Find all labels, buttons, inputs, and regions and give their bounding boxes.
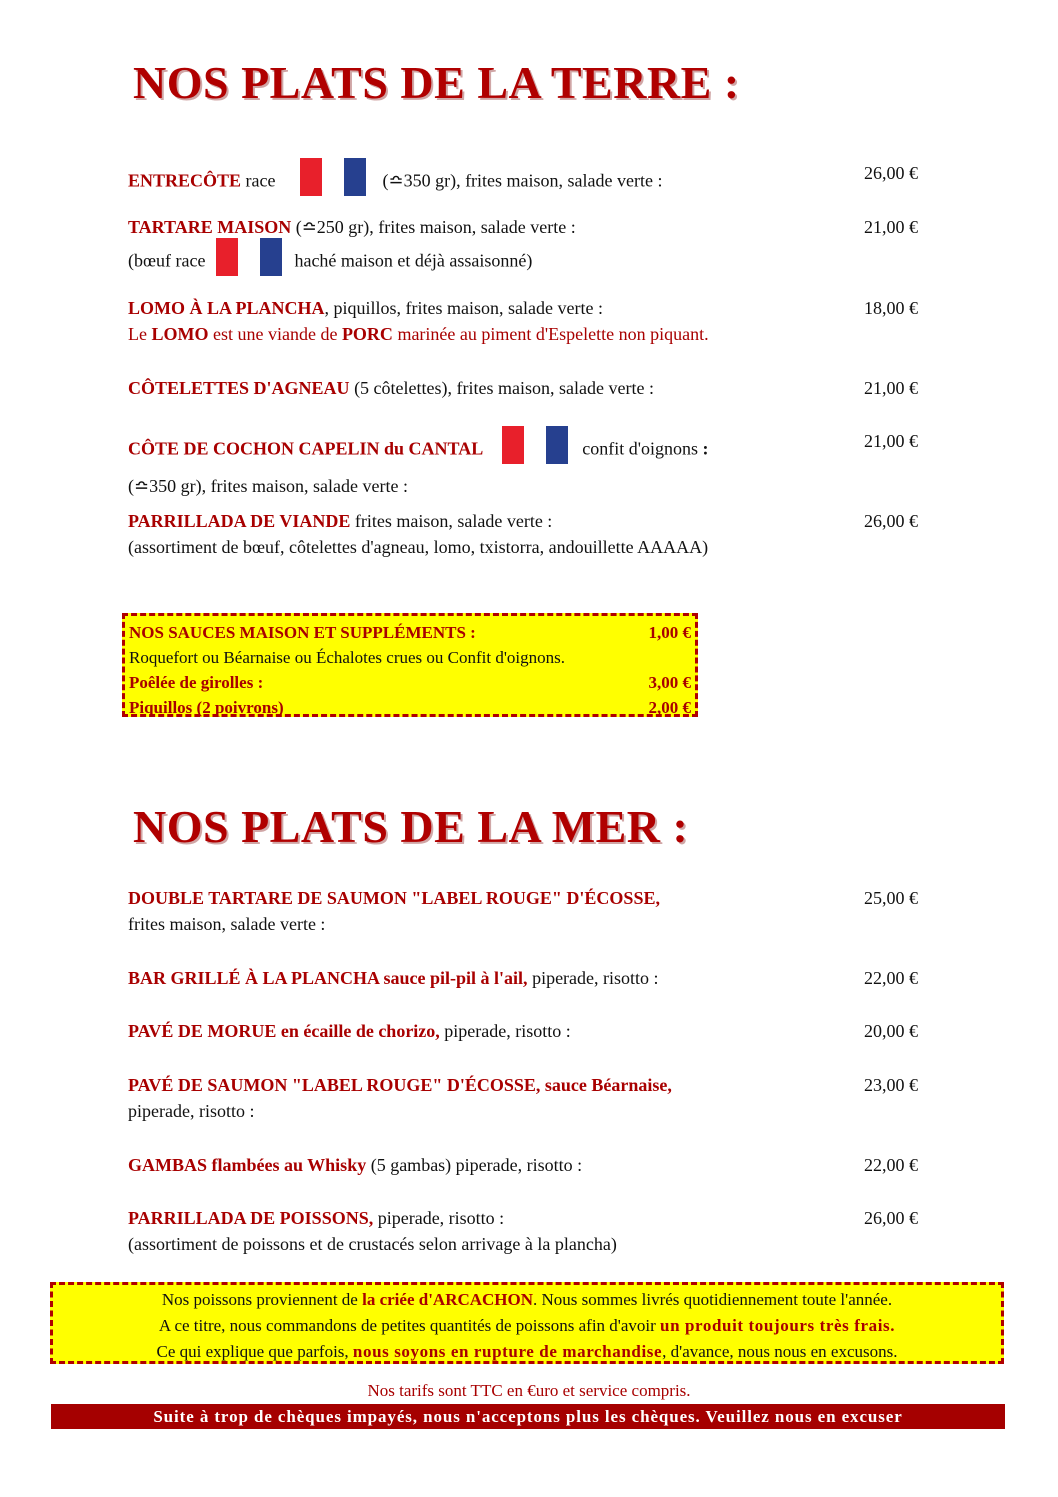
dish-note: Le LOMO est une viande de PORC marinée au piment d'Espelette non piquant.	[128, 324, 709, 344]
dish-name: PAVÉ DE SAUMON "LABEL ROUGE" D'ÉCOSSE, sauce Béarnaise,	[128, 1075, 672, 1095]
dish-cochon: CÔTE DE COCHON CAPELIN du CANTAL confit d'oignons : (≏350 gr), frites maison, salade verte :	[128, 428, 930, 499]
price-bar: 22,00 €	[864, 968, 918, 988]
dish-parrillada-viande	[128, 508, 930, 560]
price-gambas: 22,00 €	[864, 1155, 918, 1175]
dish-desc: frites maison, salade verte :	[350, 511, 553, 531]
dish-name: CÔTELETTES D'AGNEAU	[128, 378, 350, 398]
dish-race: race	[241, 170, 276, 191]
dish-tartare	[128, 214, 930, 285]
price-saumon: 23,00 €	[864, 1075, 918, 1095]
info-line-1: Nos poissons proviennent de la criée d'ARCACHON. Nous sommes livrés quotidiennement toute l'année.	[161, 1290, 893, 1309]
dish-desc: (≏350 gr), frites maison, salade verte :	[382, 170, 663, 191]
price-agneau: 21,00 €	[864, 378, 918, 398]
dish-name: ENTRECÔTE	[128, 170, 242, 191]
dish-desc-line2: piperade, risotto :	[128, 1101, 255, 1121]
dish-name: DOUBLE TARTARE DE SAUMON "LABEL ROUGE" D'ÉCOSSE,	[128, 888, 660, 908]
dish-desc: (5 côtelettes), frites maison, salade verte :	[349, 378, 654, 398]
tarifs-note: Nos tarifs sont TTC en €uro et service compris.	[367, 1381, 691, 1400]
price-tartare: 21,00 €	[864, 217, 918, 237]
dish-desc: piperade, risotto :	[373, 1208, 505, 1228]
dish-name: TARTARE MAISON	[128, 217, 292, 237]
section-title-mer: NOS PLATS DE LA MER :	[133, 801, 689, 852]
dish-desc-line2: frites maison, salade verte :	[128, 914, 326, 934]
dish-entrecote	[128, 160, 930, 205]
price-tartare-saumon: 25,00 €	[864, 888, 918, 908]
supplement-piquillos: Piquillos (2 poivrons) 2,00 €	[129, 698, 691, 717]
dish-lomo	[128, 295, 930, 347]
sauces-list: Roquefort ou Béarnaise ou Échalotes crues ou Confit d'oignons.	[129, 648, 565, 667]
price-parrillada-poissons: 26,00 €	[864, 1208, 918, 1228]
french-flag-icon	[300, 158, 366, 203]
info-line-3: Ce qui explique que parfois, nous soyons en rupture de marchandise, d'avance, nous nous en excusons.	[156, 1342, 898, 1361]
dish-desc-line2b: haché maison et déjà assaisonné)	[294, 250, 533, 271]
section-title-terre: NOS PLATS DE LA TERRE :	[133, 57, 740, 108]
dish-desc: piperade, risotto :	[439, 1021, 571, 1041]
dish-name: PARRILLADA DE VIANDE	[128, 511, 351, 531]
dish-gambas	[128, 1152, 930, 1178]
info-line-2: A ce titre, nous commandons de petites quantités de poissons afin d'avoir un produit toujours très frais.	[158, 1316, 896, 1335]
dish-name: BAR GRILLÉ À LA PLANCHA sauce pil-pil à l'ail,	[128, 968, 528, 988]
dish-name: CÔTE DE COCHON CAPELIN du CANTAL	[128, 438, 484, 459]
price-parrillada-viande: 26,00 €	[864, 511, 918, 531]
dish-parrillada-poissons	[128, 1205, 930, 1257]
dish-desc: confit d'oignons	[582, 438, 698, 459]
fish-info-box	[50, 1282, 1004, 1364]
price-morue: 20,00 €	[864, 1021, 918, 1041]
sauces-box	[122, 613, 698, 717]
french-flag-icon	[502, 426, 568, 471]
dish-desc-line2: (≏350 gr), frites maison, salade verte :	[128, 476, 408, 496]
sauces-header: NOS SAUCES MAISON ET SUPPLÉMENTS : 1,00 €	[129, 623, 691, 642]
price-cochon: 21,00 €	[864, 431, 918, 451]
price-entrecote: 26,00 €	[864, 163, 918, 183]
cheques-banner: Suite à trop de chèques impayés, nous n'acceptons plus les chèques. Veuillez nous en excuser	[51, 1404, 1005, 1429]
dish-bar	[128, 965, 930, 991]
dish-name: LOMO À LA PLANCHA	[128, 298, 325, 318]
dish-desc-line2: (bœuf race	[128, 250, 206, 271]
dish-name: PAVÉ DE MORUE en écaille de chorizo,	[128, 1021, 440, 1041]
price-lomo: 18,00 €	[864, 298, 918, 318]
dish-tartare-saumon	[128, 885, 930, 937]
dish-agneau	[128, 375, 930, 401]
dish-desc-line2: (assortiment de poissons et de crustacés selon arrivage à la plancha)	[128, 1234, 617, 1254]
dish-desc: , piquillos, frites maison, salade verte :	[324, 298, 603, 318]
dish-desc: (5 gambas) piperade, risotto :	[366, 1155, 583, 1175]
french-flag-icon	[216, 238, 282, 283]
dish-desc: (≏250 gr), frites maison, salade verte :	[291, 217, 576, 237]
dish-name: GAMBAS flambées au Whisky	[128, 1155, 367, 1175]
dish-desc-line2: (assortiment de bœuf, côtelettes d'agneau, lomo, txistorra, andouillette AAAAA)	[128, 537, 709, 557]
dish-name: PARRILLADA DE POISSONS,	[128, 1208, 374, 1228]
dish-saumon	[128, 1072, 930, 1124]
dish-desc: piperade, risotto :	[527, 968, 659, 988]
supplement-girolles: Poêlée de girolles : 3,00 €	[129, 673, 691, 692]
dish-morue	[128, 1018, 930, 1044]
